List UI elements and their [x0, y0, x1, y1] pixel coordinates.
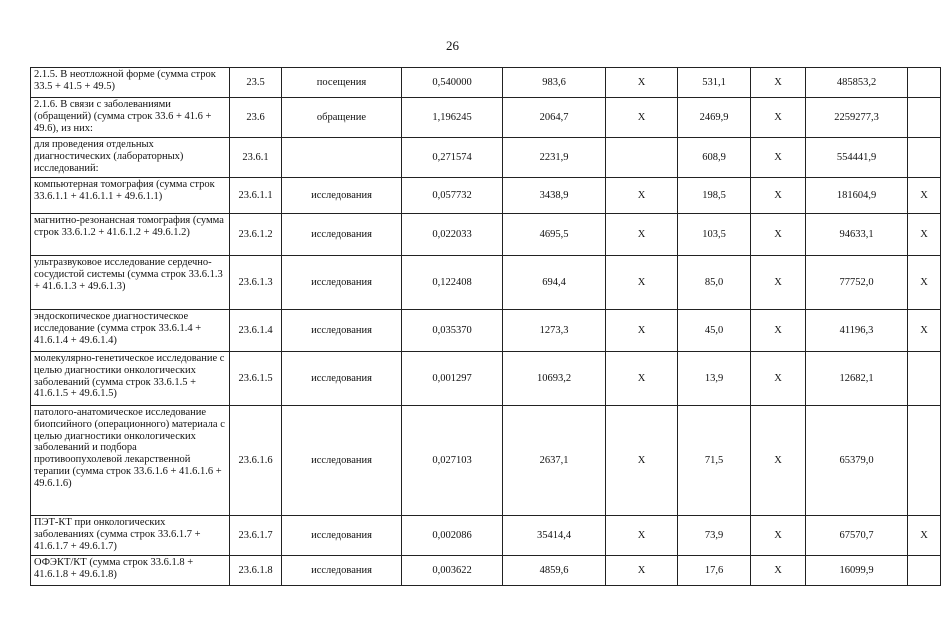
- row-total-sum-cell: 2259277,3: [806, 98, 908, 138]
- row-norm-cell: 0,122408: [402, 256, 503, 310]
- row-code-cell: 23.6.1.3: [230, 256, 282, 310]
- row-total-sum-cell: 94633,1: [806, 214, 908, 256]
- row-total-sum-cell: 485853,2: [806, 68, 908, 98]
- table-row: [31, 214, 941, 256]
- row-x-mark-cell: X: [908, 310, 941, 352]
- row-name-cell: для проведения отдельных диагностических (лабораторных) исследований:: [31, 138, 230, 178]
- row-code-cell: 23.6.1.4: [230, 310, 282, 352]
- row-norm-cell: 0,002086: [402, 516, 503, 556]
- row-name-cell: 2.1.5. В неотложной форме (сумма строк 33.5 + 41.5 + 49.5): [31, 68, 230, 98]
- row-x-mark-cell: X: [751, 138, 806, 178]
- row-code-cell: 23.6.1.8: [230, 556, 282, 586]
- row-x-mark-cell: [908, 406, 941, 516]
- row-total-sum-cell: 554441,9: [806, 138, 908, 178]
- row-norm-cell: 0,027103: [402, 406, 503, 516]
- row-code-cell: 23.6: [230, 98, 282, 138]
- row-total-sum-cell: 41196,3: [806, 310, 908, 352]
- row-code-cell: 23.6.1: [230, 138, 282, 178]
- row-total-sum-cell: 16099,9: [806, 556, 908, 586]
- row-code-cell: 23.6.1.5: [230, 352, 282, 406]
- row-x-mark-cell: [908, 68, 941, 98]
- row-x-mark-cell: X: [751, 406, 806, 516]
- row-total-sum-cell: 12682,1: [806, 352, 908, 406]
- row-unit-cell: исследования: [282, 352, 402, 406]
- row-cost-cell: 983,6: [503, 68, 606, 98]
- row-x-mark-cell: X: [908, 516, 941, 556]
- row-x-mark-cell: X: [751, 310, 806, 352]
- row-cost-cell: 10693,2: [503, 352, 606, 406]
- row-x-mark-cell: X: [751, 516, 806, 556]
- row-x-mark-cell: X: [908, 178, 941, 214]
- table-row: [31, 310, 941, 352]
- row-x-mark-cell: X: [606, 214, 678, 256]
- row-unit-cell: исследования: [282, 310, 402, 352]
- table-row: [31, 406, 941, 516]
- row-norm-cell: 1,196245: [402, 98, 503, 138]
- row-total-sum-cell: 181604,9: [806, 178, 908, 214]
- row-x-mark-cell: X: [606, 178, 678, 214]
- row-unit-cell: исследования: [282, 556, 402, 586]
- row-cost-cell: 35414,4: [503, 516, 606, 556]
- row-unit-cell: исследования: [282, 516, 402, 556]
- row-name-cell: патолого-анатомическое исследование биопсийного (операционного) материала с целью диагностики онкологических заболеваний и подбора противоопухолевой лекарственной терапии (сумма строк 33.6.1.6 + 41.6.1.6 + 49.6.1.6): [31, 406, 230, 516]
- row-x-mark-cell: X: [751, 178, 806, 214]
- row-name-cell: компьютерная томография (сумма строк 33.6.1.1 + 41.6.1.1 + 49.6.1.1): [31, 178, 230, 214]
- table-row: [31, 556, 941, 586]
- row-cost-cell: 4695,5: [503, 214, 606, 256]
- row-unit-cell: [282, 138, 402, 178]
- row-code-cell: 23.6.1.7: [230, 516, 282, 556]
- table-row: [31, 68, 941, 98]
- table-row: [31, 138, 941, 178]
- row-x-mark-cell: X: [606, 516, 678, 556]
- row-name-cell: молекулярно-генетическое исследование с целью диагностики онкологических заболеваний (сумма строк 33.6.1.5 + 41.6.1.5 + 49.6.1.5): [31, 352, 230, 406]
- row-x-mark-cell: [908, 138, 941, 178]
- row-cost-cell: 694,4: [503, 256, 606, 310]
- row-unit-cell: обращение: [282, 98, 402, 138]
- row-sum-per-capita-cell: 2469,9: [678, 98, 751, 138]
- row-sum-per-capita-cell: 45,0: [678, 310, 751, 352]
- row-cost-cell: 4859,6: [503, 556, 606, 586]
- row-norm-cell: 0,057732: [402, 178, 503, 214]
- table-row: [31, 516, 941, 556]
- row-name-cell: ПЭТ-КТ при онкологических заболеваниях (сумма строк 33.6.1.7 + 41.6.1.7 + 49.6.1.7): [31, 516, 230, 556]
- row-name-cell: эндоскопическое диагностическое исследование (сумма строк 33.6.1.4 + 41.6.1.4 + 49.6.1.4): [31, 310, 230, 352]
- row-sum-per-capita-cell: 73,9: [678, 516, 751, 556]
- row-x-mark-cell: X: [751, 98, 806, 138]
- row-sum-per-capita-cell: 103,5: [678, 214, 751, 256]
- row-code-cell: 23.6.1.1: [230, 178, 282, 214]
- row-unit-cell: исследования: [282, 178, 402, 214]
- table-row: [31, 98, 941, 138]
- table-row: [31, 352, 941, 406]
- row-total-sum-cell: 77752,0: [806, 256, 908, 310]
- row-x-mark-cell: X: [606, 352, 678, 406]
- row-norm-cell: 0,035370: [402, 310, 503, 352]
- row-unit-cell: исследования: [282, 214, 402, 256]
- row-total-sum-cell: 67570,7: [806, 516, 908, 556]
- row-x-mark-cell: [908, 98, 941, 138]
- row-unit-cell: посещения: [282, 68, 402, 98]
- table-row: [31, 178, 941, 214]
- row-code-cell: 23.6.1.2: [230, 214, 282, 256]
- row-x-mark-cell: [606, 138, 678, 178]
- row-name-cell: ультразвуковое исследование сердечно-сосудистой системы (сумма строк 33.6.1.3 + 41.6.1.3 + 49.6.1.3): [31, 256, 230, 310]
- row-x-mark-cell: X: [751, 68, 806, 98]
- row-name-cell: ОФЭКТ/КТ (сумма строк 33.6.1.8 + 41.6.1.8 + 49.6.1.8): [31, 556, 230, 586]
- row-sum-per-capita-cell: 198,5: [678, 178, 751, 214]
- row-cost-cell: 2637,1: [503, 406, 606, 516]
- row-name-cell: 2.1.6. В связи с заболеваниями (обращений) (сумма строк 33.6 + 41.6 + 49.6), из них:: [31, 98, 230, 138]
- row-unit-cell: исследования: [282, 406, 402, 516]
- row-x-mark-cell: X: [751, 214, 806, 256]
- row-x-mark-cell: X: [606, 310, 678, 352]
- row-code-cell: 23.5: [230, 68, 282, 98]
- row-x-mark-cell: X: [606, 556, 678, 586]
- row-norm-cell: 0,003622: [402, 556, 503, 586]
- row-cost-cell: 3438,9: [503, 178, 606, 214]
- row-x-mark-cell: X: [908, 256, 941, 310]
- row-x-mark-cell: X: [908, 214, 941, 256]
- row-norm-cell: 0,001297: [402, 352, 503, 406]
- row-sum-per-capita-cell: 85,0: [678, 256, 751, 310]
- table-row: [31, 256, 941, 310]
- row-sum-per-capita-cell: 13,9: [678, 352, 751, 406]
- row-cost-cell: 2064,7: [503, 98, 606, 138]
- row-code-cell: 23.6.1.6: [230, 406, 282, 516]
- page-number: 26: [446, 38, 459, 53]
- row-sum-per-capita-cell: 608,9: [678, 138, 751, 178]
- row-x-mark-cell: X: [751, 556, 806, 586]
- row-name-cell: магнитно-резонансная томография (сумма строк 33.6.1.2 + 41.6.1.2 + 49.6.1.2): [31, 214, 230, 256]
- row-unit-cell: исследования: [282, 256, 402, 310]
- row-x-mark-cell: X: [606, 256, 678, 310]
- financing-table: [30, 67, 941, 586]
- row-sum-per-capita-cell: 71,5: [678, 406, 751, 516]
- row-x-mark-cell: X: [751, 352, 806, 406]
- row-x-mark-cell: X: [606, 406, 678, 516]
- row-total-sum-cell: 65379,0: [806, 406, 908, 516]
- row-norm-cell: 0,540000: [402, 68, 503, 98]
- row-norm-cell: 0,022033: [402, 214, 503, 256]
- row-x-mark-cell: X: [606, 98, 678, 138]
- row-sum-per-capita-cell: 531,1: [678, 68, 751, 98]
- row-cost-cell: 2231,9: [503, 138, 606, 178]
- row-cost-cell: 1273,3: [503, 310, 606, 352]
- row-x-mark-cell: X: [606, 68, 678, 98]
- row-norm-cell: 0,271574: [402, 138, 503, 178]
- row-sum-per-capita-cell: 17,6: [678, 556, 751, 586]
- row-x-mark-cell: X: [751, 256, 806, 310]
- row-x-mark-cell: [908, 352, 941, 406]
- row-x-mark-cell: [908, 556, 941, 586]
